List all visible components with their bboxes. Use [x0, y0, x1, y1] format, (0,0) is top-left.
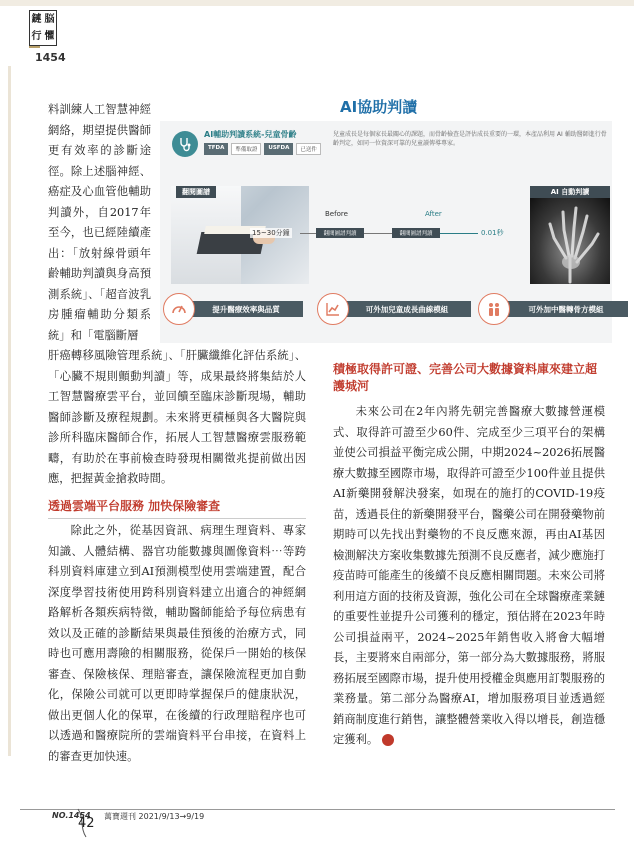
tag: TFDA — [204, 143, 228, 155]
gauge-icon — [163, 293, 195, 325]
line-chart-icon — [317, 293, 349, 325]
tag: 準備取證 — [231, 143, 261, 155]
magazine-logo — [29, 10, 57, 46]
section-heading-cloud: 透過雲端平台服務 加快保險審查 — [48, 497, 306, 519]
infographic-title: AI協助判讀 — [340, 98, 418, 116]
article-left-narrow — [48, 100, 151, 346]
feature-tcm — [478, 293, 628, 325]
paragraph — [333, 402, 605, 751]
tag: 已送件 — [296, 143, 321, 155]
before-label: Before — [325, 210, 348, 218]
margin-bar — [8, 66, 11, 756]
after-label: After — [425, 210, 442, 218]
manual-reading-label: 翻閱圖譜 — [176, 186, 216, 198]
section-heading-license: 積極取得許可證、完善公司大數據資料庫來建立超護城河 — [333, 362, 598, 393]
feature-efficiency — [163, 293, 303, 325]
article-left-section — [48, 521, 306, 767]
before-time: 15~30分鐘 — [252, 229, 290, 237]
after-pill: 翻閱圖譜判讀 — [392, 228, 440, 238]
tag: USFDA — [264, 143, 293, 155]
before-pill: 翻閱圖譜判讀 — [316, 228, 364, 238]
issue-number-top: 1454 — [35, 51, 66, 64]
top-strip — [0, 0, 634, 6]
feature-label: 可外加兒童成長曲線模組 — [343, 301, 471, 317]
paragraph: 除此之外，從基因資訊、病理生理資料、專家知識、人體結構、器官功能數據與圖像資料⋯等跨科別資料庫建立到AI預測模型使用雲端建置，配合深度學習技術使用跨科別資料建立出適合的神經網路解析各類疾病特徵，輔助醫師能給予每位病患有效以及正確的診斷結果與最佳預後的治療方式，同時也可應用壽險的相關服務，從保戶一開始的核保審查、保險核保、理賠審查，讓保險流程更加自動化，保險公司就可以更即時掌握保戶的健康狀況，做出更個人化的保單，在後續的行政理賠程序也可以透過和醫療院所的雲端資料平台串接，在資料上的審查更加快速。 — [48, 524, 306, 763]
logo-underline — [29, 46, 40, 48]
stethoscope-icon — [172, 131, 198, 157]
magazine-date: 萬寶週刊 2021/9/13→9/19 — [104, 812, 205, 821]
hand-xray-image — [530, 198, 610, 284]
feature-label: 可外加中醫轉骨方模組 — [504, 301, 628, 317]
connector-line — [364, 233, 392, 234]
people-icon — [478, 293, 510, 325]
paragraph-text: 未來公司在2年內將先朝完善醫療大數據營運模式、取得許可證至少60件、完成至少三項平台的架構並使公司損益平衡完成公開，中期2024~2026拓展醫療大數據至國際市場，取得許可證至少100件並且提供AI新藥開發解決發案，如現在的施打的COVID-19疫苗，透過長住的新藥開發平台，醫藥公司在開發藥物前期時可以先找出對藥物的不良反應來源，再由AI基因檢測解決方案收集數據先預測不良反應者，減少應施打疫苗時可能產生的後續不良反應相關問題。未來公司將利用這方面的技術及資源，強化公司在全球醫療產業鏈的重要性並提升公司獲利的穩定，預估將在2023年時公司損益兩平，2024~2025年銷售收入將會大幅增長，主要將來自兩部分，第一部分為大數據服務，將服務拓展至國際市場，提升使用授權金與應用訂製服務的業務量。第二部分為醫療AI，增加服務項目並透過經銷商制度進行銷售，讓整體營業收入得以增長，創造穩定獲利。 — [333, 405, 605, 746]
connector-line — [440, 233, 478, 234]
connector-line — [300, 233, 316, 234]
logo-char: 脳 — [44, 13, 55, 25]
logo-char: 行 — [31, 30, 42, 42]
page-number: 42 — [78, 816, 95, 831]
article-right-section — [333, 402, 605, 751]
certification-tags — [204, 143, 321, 155]
article-left-wide — [48, 346, 306, 490]
logo-char: 鏈 — [31, 13, 42, 25]
system-description: 兒童成長是每個家長最關心的課題，而骨齡檢查是評估成長重要的一環，本產品利用 AI 輔助醫師進行骨齡判定，如同一位資深可靠的兒童讀傳導專家。 — [333, 131, 607, 147]
paragraph: 料訓練人工智慧神經網絡，期望提供醫師更有效率的診斷途徑。除上述腦神經、癌症及心血管他輔助判讀外，自2017年至今，也已經陸續產出：「放射線骨頭年齡輔助判讀與身高預測系統」、「超音波乳房腫瘤輔助分類系統」和「電腦斷層 — [48, 103, 151, 342]
paragraph: 肝癌轉移風險管理系統」、「肝臟纖維化評估系統」、「心臟不規則顫動判讀」等，成果最終將集結於人工智慧醫療雲平台，並回饋至臨床診斷現場，輔助醫師診斷及療程規劃。未來將更積極與各大醫院與診所科臨床醫師合作，拓展人工智慧醫療雲服務範疇，有助於在事前檢查時發現相關徵兆提前做出因應，把握黃金搶救時間。 — [48, 349, 306, 485]
logo-char: 懼 — [44, 30, 55, 42]
system-name: AI輔助判讀系統-兒童骨齡 — [204, 130, 297, 139]
issue-number-bottom: NO.1454 — [52, 811, 91, 820]
after-time: 0.01秒 — [481, 229, 504, 237]
ai-reading-label: AI 自動判讀 — [530, 186, 610, 198]
feature-label: 提升醫療效率與品質 — [189, 301, 303, 317]
feature-growth-curve — [317, 293, 471, 325]
end-mark-icon: 鏈 — [382, 734, 394, 746]
